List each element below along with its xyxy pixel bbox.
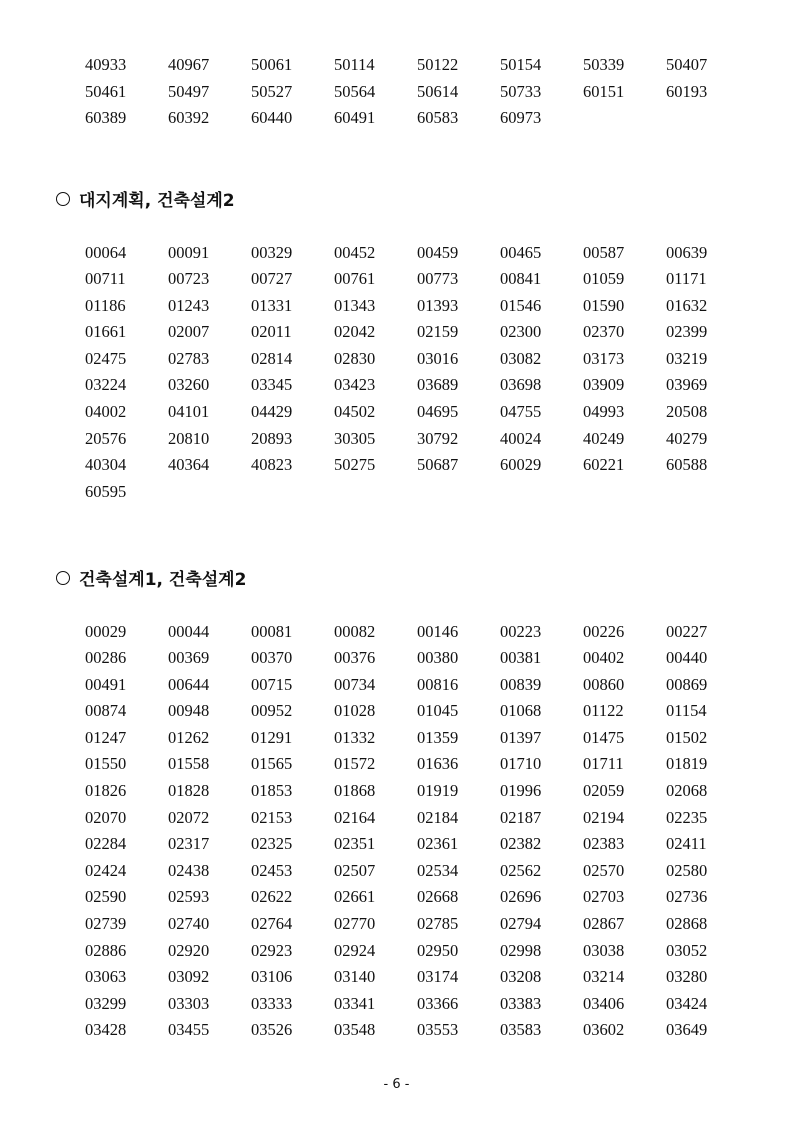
code-cell: 00329 <box>251 242 293 262</box>
code-cell: 60583 <box>417 108 459 128</box>
code-cell: 50614 <box>417 81 459 101</box>
code-cell: 00644 <box>168 674 210 694</box>
code-cell: 04101 <box>168 402 210 422</box>
code-cell: 00286 <box>85 648 127 668</box>
code-cell: 50122 <box>417 55 459 74</box>
circle-bullet-icon <box>56 192 70 206</box>
code-cell: 00459 <box>417 242 459 262</box>
code-cell: 03526 <box>251 1020 293 1040</box>
code-cell: 03214 <box>583 967 625 987</box>
code-cell: 02593 <box>168 887 210 907</box>
code-cell: 00380 <box>417 648 459 668</box>
code-cell: 01332 <box>334 727 376 747</box>
code-cell: 02814 <box>251 348 293 368</box>
code-cell: 60029 <box>500 455 542 475</box>
code-cell: 02736 <box>666 887 708 907</box>
code-cell: 60392 <box>168 108 210 128</box>
code-cell: 30305 <box>334 428 376 448</box>
code-cell: 02284 <box>85 834 127 854</box>
code-cell: 03553 <box>417 1020 459 1040</box>
code-cell: 50461 <box>85 81 127 101</box>
code-cell: 40304 <box>85 455 127 475</box>
code-cell: 01186 <box>85 295 126 315</box>
code-cell: 01154 <box>666 701 707 721</box>
code-cell: 60973 <box>500 108 542 128</box>
code-cell: 02042 <box>334 322 376 342</box>
code-cell: 00952 <box>251 701 293 721</box>
code-cell: 00227 <box>666 621 708 641</box>
code-cell: 01590 <box>583 295 625 315</box>
code-cell: 02164 <box>334 807 376 827</box>
code-cell: 20576 <box>85 428 127 448</box>
code-cell: 02351 <box>334 834 376 854</box>
code-cell: 02317 <box>168 834 210 854</box>
code-cell: 01853 <box>251 781 293 801</box>
code-cell: 04993 <box>583 402 625 422</box>
code-cell: 00223 <box>500 621 542 641</box>
code-cell: 02950 <box>417 940 459 960</box>
code-cell: 40279 <box>666 428 708 448</box>
code-cell: 50497 <box>168 81 210 101</box>
code-cell: 02886 <box>85 940 127 960</box>
code-cell: 02383 <box>583 834 625 854</box>
code-cell: 50275 <box>334 455 376 475</box>
code-cell: 00064 <box>85 242 127 262</box>
code-cell: 01919 <box>417 781 459 801</box>
code-cell: 02475 <box>85 348 127 368</box>
section-heading-building-design <box>56 565 246 590</box>
code-cell: 02868 <box>666 914 708 934</box>
code-cell: 50339 <box>583 55 625 74</box>
code-cell: 03106 <box>251 967 293 987</box>
code-cell: 50154 <box>500 55 542 74</box>
code-cell: 02998 <box>500 940 542 960</box>
code-cell: 00639 <box>666 242 708 262</box>
code-cell: 50061 <box>251 55 293 74</box>
code-cell: 01045 <box>417 701 459 721</box>
code-cell: 00226 <box>583 621 625 641</box>
code-cell: 03428 <box>85 1020 127 1040</box>
code-cell: 02411 <box>666 834 707 854</box>
code-cell: 01558 <box>168 754 210 774</box>
code-cell: 03260 <box>168 375 210 395</box>
code-cell: 02059 <box>583 781 625 801</box>
code-cell: 20810 <box>168 428 210 448</box>
code-cell: 60151 <box>583 81 625 101</box>
code-cell: 40967 <box>168 55 210 74</box>
code-cell: 01546 <box>500 295 542 315</box>
section-heading-text: 대지계획, 건축설계2 <box>79 191 235 211</box>
code-cell: 02830 <box>334 348 376 368</box>
code-cell: 00146 <box>417 621 459 641</box>
code-cell: 30792 <box>417 428 459 448</box>
code-cell: 00465 <box>500 242 542 262</box>
code-cell: 00044 <box>168 621 210 641</box>
section-heading-site-planning <box>56 186 235 211</box>
code-cell: 02794 <box>500 914 542 934</box>
code-cell: 02424 <box>85 860 127 880</box>
code-cell: 00723 <box>168 269 210 289</box>
code-cell: 02622 <box>251 887 293 907</box>
code-cell: 01711 <box>583 754 624 774</box>
code-cell: 60221 <box>583 455 625 475</box>
code-cell: 02534 <box>417 860 459 880</box>
code-cell: 03224 <box>85 375 127 395</box>
code-cell: 03424 <box>666 993 708 1013</box>
code-cell: 02011 <box>251 322 292 342</box>
code-cell: 00370 <box>251 648 293 668</box>
code-cell: 01550 <box>85 754 127 774</box>
code-grid-site-planning <box>85 240 749 506</box>
code-cell: 02570 <box>583 860 625 880</box>
code-cell: 04002 <box>85 402 127 422</box>
code-cell: 02562 <box>500 860 542 880</box>
code-cell: 00841 <box>500 269 542 289</box>
code-cell: 01710 <box>500 754 542 774</box>
code-cell: 01475 <box>583 727 625 747</box>
code-cell: 03909 <box>583 375 625 395</box>
code-cell: 02361 <box>417 834 459 854</box>
code-cell: 02764 <box>251 914 293 934</box>
section-heading-text: 건축설계1, 건축설계2 <box>79 570 247 590</box>
code-cell: 02580 <box>666 860 708 880</box>
code-cell: 02924 <box>334 940 376 960</box>
code-cell: 20893 <box>251 428 293 448</box>
code-cell: 04755 <box>500 402 542 422</box>
code-cell: 50564 <box>334 81 376 101</box>
code-cell: 00816 <box>417 674 459 694</box>
code-cell: 03140 <box>334 967 376 987</box>
code-cell: 01343 <box>334 295 376 315</box>
code-cell: 02739 <box>85 914 127 934</box>
code-cell: 01868 <box>334 781 376 801</box>
code-cell: 00376 <box>334 648 376 668</box>
code-cell: 02399 <box>666 322 708 342</box>
code-cell: 01996 <box>500 781 542 801</box>
code-cell: 02325 <box>251 834 293 854</box>
code-cell: 01502 <box>666 727 708 747</box>
code-cell: 60595 <box>85 481 127 501</box>
code-cell: 03219 <box>666 348 708 368</box>
code-cell: 02300 <box>500 322 542 342</box>
code-cell: 02187 <box>500 807 542 827</box>
code-cell: 40364 <box>168 455 210 475</box>
code-cell: 02703 <box>583 887 625 907</box>
code-cell: 01247 <box>85 727 127 747</box>
code-cell: 60389 <box>85 108 127 128</box>
code-cell: 02668 <box>417 887 459 907</box>
code-cell: 50527 <box>251 81 293 101</box>
code-cell: 02507 <box>334 860 376 880</box>
code-cell: 00091 <box>168 242 210 262</box>
code-cell: 40933 <box>85 55 127 74</box>
code-cell: 03649 <box>666 1020 708 1040</box>
code-cell: 01359 <box>417 727 459 747</box>
code-cell: 60491 <box>334 108 376 128</box>
code-cell: 00715 <box>251 674 293 694</box>
code-cell: 02194 <box>583 807 625 827</box>
code-cell: 00727 <box>251 269 293 289</box>
code-cell: 50687 <box>417 455 459 475</box>
code-cell: 01826 <box>85 781 127 801</box>
code-cell: 00839 <box>500 674 542 694</box>
code-grid-building-design <box>85 619 749 1045</box>
code-cell: 00948 <box>168 701 210 721</box>
code-cell: 03969 <box>666 375 708 395</box>
code-cell: 03602 <box>583 1020 625 1040</box>
code-cell: 03583 <box>500 1020 542 1040</box>
code-cell: 02923 <box>251 940 293 960</box>
code-cell: 03345 <box>251 375 293 395</box>
code-cell: 00081 <box>251 621 293 641</box>
code-cell: 00491 <box>85 674 127 694</box>
code-cell: 03406 <box>583 993 625 1013</box>
code-cell: 02867 <box>583 914 625 934</box>
code-cell: 00869 <box>666 674 708 694</box>
code-cell: 02783 <box>168 348 210 368</box>
code-cell: 03366 <box>417 993 459 1013</box>
code-cell: 02184 <box>417 807 459 827</box>
code-cell: 00734 <box>334 674 376 694</box>
code-cell: 03280 <box>666 967 708 987</box>
code-cell: 01397 <box>500 727 542 747</box>
code-cell: 02661 <box>334 887 376 907</box>
code-cell: 03383 <box>500 993 542 1013</box>
code-cell: 00029 <box>85 621 127 641</box>
code-cell: 01819 <box>666 754 708 774</box>
code-cell: 03333 <box>251 993 293 1013</box>
code-cell: 60193 <box>666 81 708 101</box>
code-cell: 02235 <box>666 807 708 827</box>
code-cell: 01565 <box>251 754 293 774</box>
code-cell: 00711 <box>85 269 126 289</box>
code-cell: 01632 <box>666 295 708 315</box>
code-cell: 01122 <box>583 701 624 721</box>
code-cell: 00761 <box>334 269 376 289</box>
code-cell: 60588 <box>666 455 708 475</box>
code-cell: 03341 <box>334 993 376 1013</box>
code-cell: 03082 <box>500 348 542 368</box>
code-cell: 00874 <box>85 701 127 721</box>
code-cell: 03698 <box>500 375 542 395</box>
code-cell: 02920 <box>168 940 210 960</box>
code-cell: 03092 <box>168 967 210 987</box>
code-cell: 00773 <box>417 269 459 289</box>
code-cell: 01059 <box>583 269 625 289</box>
code-cell: 02072 <box>168 807 210 827</box>
code-cell: 01243 <box>168 295 210 315</box>
code-cell: 01331 <box>251 295 293 315</box>
code-cell: 02382 <box>500 834 542 854</box>
code-cell: 03052 <box>666 940 708 960</box>
code-cell: 02740 <box>168 914 210 934</box>
code-cell: 03208 <box>500 967 542 987</box>
code-cell: 02370 <box>583 322 625 342</box>
code-cell: 40823 <box>251 455 293 475</box>
circle-bullet-icon <box>56 571 70 585</box>
code-cell: 01291 <box>251 727 293 747</box>
code-cell: 03174 <box>417 967 459 987</box>
code-cell: 01028 <box>334 701 376 721</box>
code-cell: 02159 <box>417 322 459 342</box>
code-cell: 04429 <box>251 402 293 422</box>
code-cell: 03038 <box>583 940 625 960</box>
code-cell: 00381 <box>500 648 542 668</box>
code-cell: 03689 <box>417 375 459 395</box>
code-cell: 50733 <box>500 81 542 101</box>
code-cell: 03423 <box>334 375 376 395</box>
code-cell: 02696 <box>500 887 542 907</box>
code-cell: 02770 <box>334 914 376 934</box>
code-cell: 50114 <box>334 55 375 74</box>
code-cell: 03455 <box>168 1020 210 1040</box>
code-cell: 01393 <box>417 295 459 315</box>
code-cell: 03016 <box>417 348 459 368</box>
code-cell: 03299 <box>85 993 127 1013</box>
code-cell: 01171 <box>666 269 707 289</box>
code-cell: 01572 <box>334 754 376 774</box>
code-cell: 02438 <box>168 860 210 880</box>
code-cell: 00082 <box>334 621 376 641</box>
code-cell: 03303 <box>168 993 210 1013</box>
code-cell: 50407 <box>666 55 708 74</box>
code-cell: 02590 <box>85 887 127 907</box>
code-cell: 40024 <box>500 428 542 448</box>
code-cell: 04695 <box>417 402 459 422</box>
code-cell: 03173 <box>583 348 625 368</box>
code-cell: 02785 <box>417 914 459 934</box>
code-cell: 00587 <box>583 242 625 262</box>
code-cell: 00440 <box>666 648 708 668</box>
code-cell: 02007 <box>168 322 210 342</box>
code-cell: 00369 <box>168 648 210 668</box>
code-cell: 04502 <box>334 402 376 422</box>
code-cell: 00860 <box>583 674 625 694</box>
code-cell: 02070 <box>85 807 127 827</box>
code-cell: 01636 <box>417 754 459 774</box>
code-cell: 00402 <box>583 648 625 668</box>
code-cell: 03063 <box>85 967 127 987</box>
code-cell: 01661 <box>85 322 127 342</box>
code-cell: 01068 <box>500 701 542 721</box>
code-cell: 02068 <box>666 781 708 801</box>
code-cell: 60440 <box>251 108 293 128</box>
code-cell: 01828 <box>168 781 210 801</box>
code-cell: 03548 <box>334 1020 376 1040</box>
page-number: - 6 - <box>383 1077 410 1092</box>
code-cell: 20508 <box>666 402 708 422</box>
code-cell: 02153 <box>251 807 293 827</box>
code-cell: 00452 <box>334 242 376 262</box>
code-cell: 01262 <box>168 727 210 747</box>
code-cell: 40249 <box>583 428 625 448</box>
code-grid-continued <box>85 52 749 132</box>
code-cell: 02453 <box>251 860 293 880</box>
